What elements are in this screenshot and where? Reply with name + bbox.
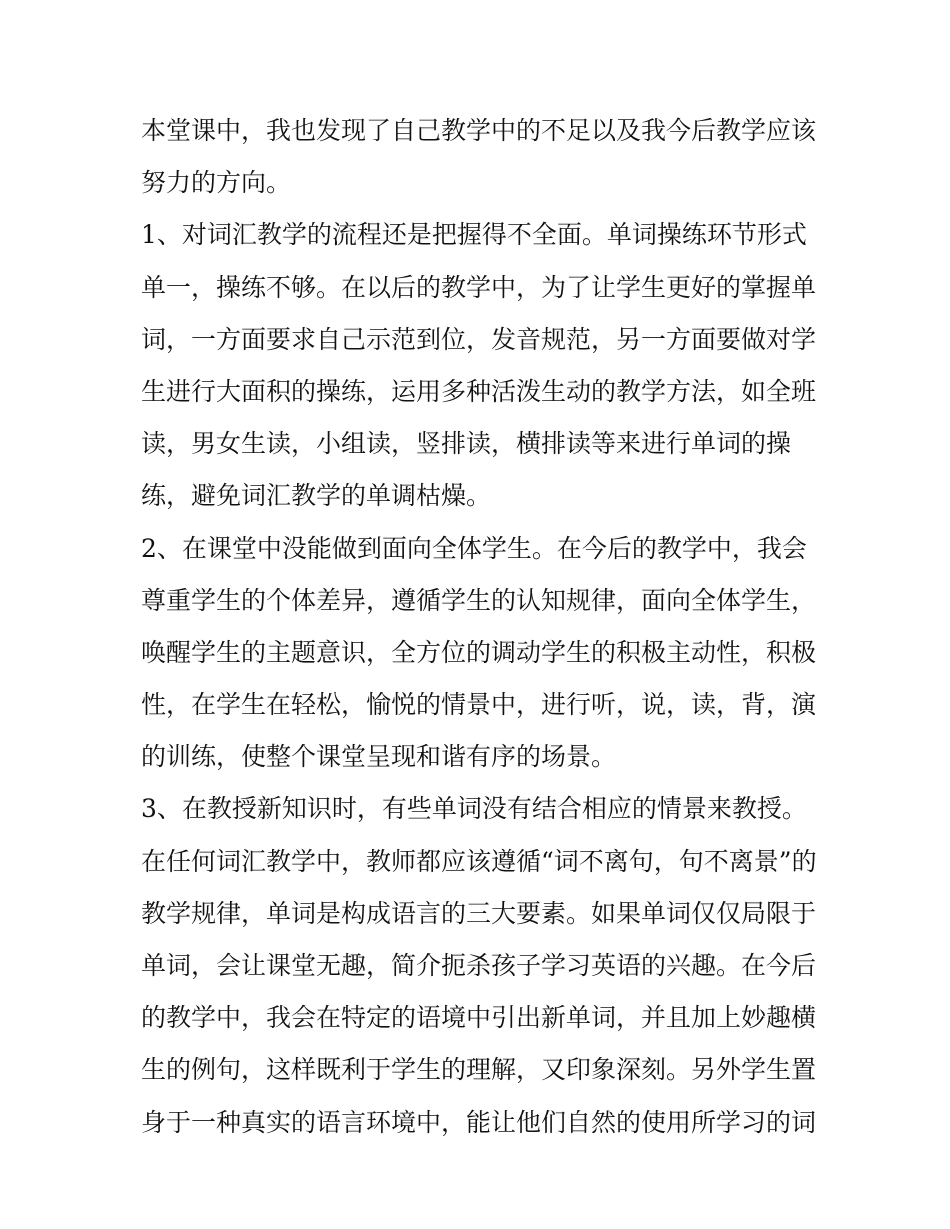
text-line: 教学规律，单词是构成语言的三大要素。如果单词仅仅局限于 bbox=[141, 898, 817, 928]
text-line: 努力的方向。 bbox=[141, 168, 292, 198]
text-line: 在任何词汇教学中，教师都应该遵循“词不离句，句不离景”的 bbox=[141, 846, 817, 876]
text-line: 性，在学生在轻松，愉悦的情景中，进行听，说，读，背，演 bbox=[141, 690, 817, 720]
text-line: 3、在教授新知识时，有些单词没有结合相应的情景来教授。 bbox=[141, 794, 807, 824]
body-text bbox=[141, 105, 841, 1149]
text-line: 身于一种真实的语言环境中，能让他们自然的使用所学习的词 bbox=[141, 1107, 817, 1137]
text-line: 的训练，使整个课堂呈现和谐有序的场景。 bbox=[141, 742, 617, 772]
text-line: 本堂课中，我也发现了自己教学中的不足以及我今后教学应该 bbox=[141, 116, 817, 145]
text-line: 的教学中，我会在特定的语境中引出新单词，并且加上妙趣横 bbox=[141, 1003, 817, 1033]
text-line: 2、在课堂中没能做到面向全体学生。在今后的教学中，我会 bbox=[141, 533, 807, 563]
text-line: 单词，会让课堂无趣，简介扼杀孩子学习英语的兴趣。在今后 bbox=[141, 951, 817, 980]
text-line: 练，避免词汇教学的单调枯燥。 bbox=[141, 481, 492, 511]
text-line: 读，男女生读，小组读，竖排读，横排读等来进行单词的操 bbox=[141, 429, 792, 459]
text-line: 尊重学生的个体差异，遵循学生的认知规律，面向全体学生， bbox=[141, 585, 817, 615]
text-line: 词，一方面要求自己示范到位，发音规范，另一方面要做对学 bbox=[141, 324, 817, 354]
text-line: 单一，操练不够。在以后的教学中，为了让学生更好的掌握单 bbox=[141, 272, 817, 302]
text-line: 生进行大面积的操练，运用多种活泼生动的教学方法，如全班 bbox=[141, 376, 817, 406]
text-line: 1、对词汇教学的流程还是把握得不全面。单词操练环节形式 bbox=[141, 220, 807, 250]
text-line: 唤醒学生的主题意识，全方位的调动学生的积极主动性，积极 bbox=[141, 637, 817, 667]
text-line: 生的例句，这样既利于学生的理解，又印象深刻。另外学生置 bbox=[141, 1055, 817, 1085]
